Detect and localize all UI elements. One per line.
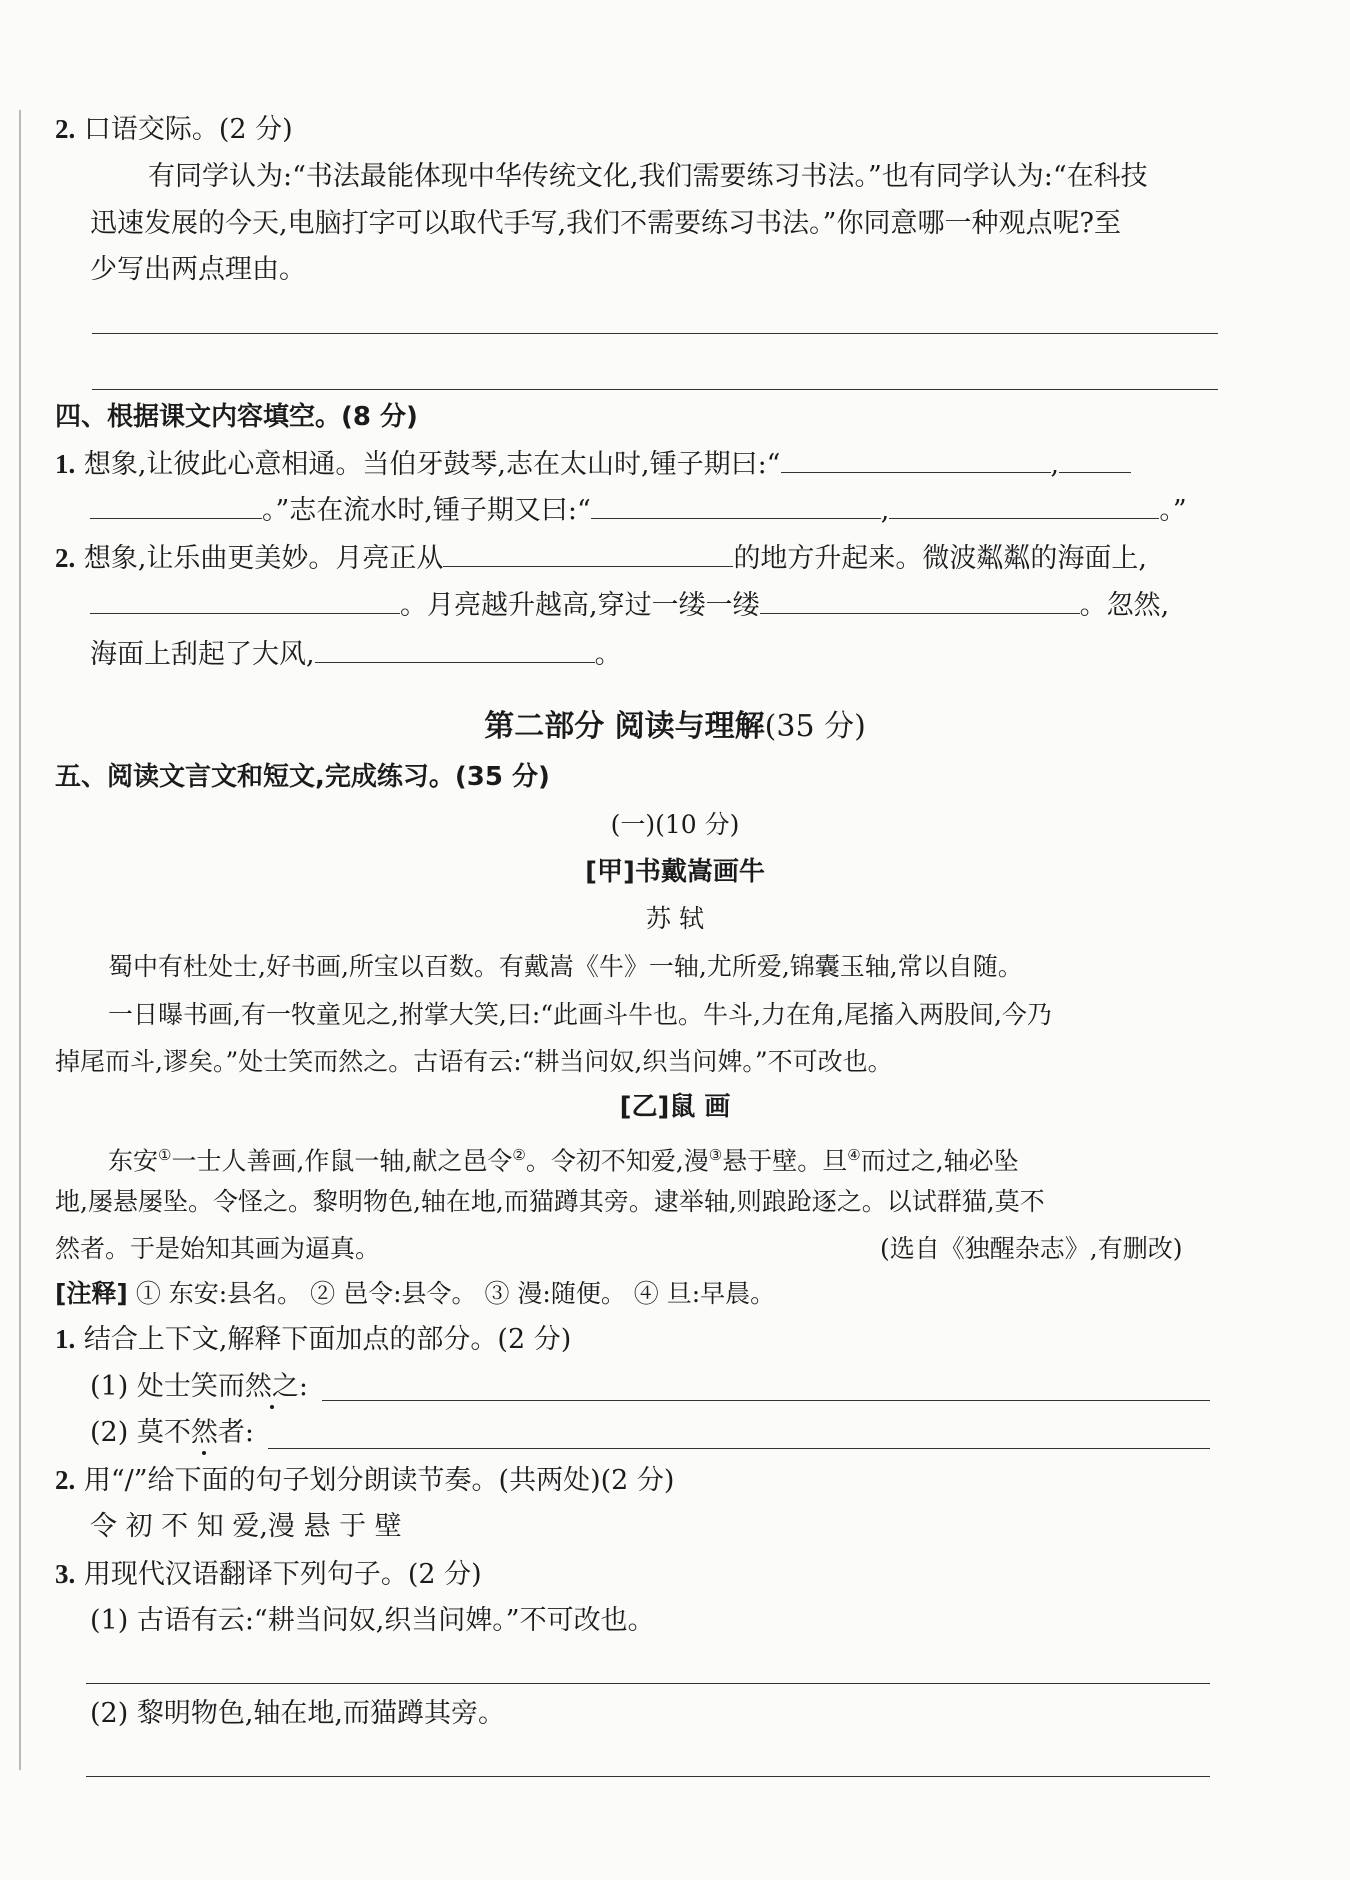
passage-yi-line-2: 地,屡悬屡坠。令怪之。黎明物色,轴在地,而猫蹲其旁。逮举轴,则踉跄逐之。以试群猫,莫不 [55,1187,1045,1216]
part-2-score: (35 分) [764,709,866,744]
fill-blank[interactable] [760,587,1080,614]
s4-q2-text-a: 想象,让乐曲更美妙。月亮正从 [83,543,444,574]
fill-blank[interactable] [443,540,733,567]
q2-oral-para-line-3: 少写出两点理由。 [90,254,306,285]
note-mark-1: ① [158,1146,172,1164]
s4-q1-line-2 [90,492,1187,528]
fill-blank[interactable] [315,636,595,663]
s4-q2-text-d: 。忽然, [1079,590,1170,621]
fill-blank[interactable] [591,492,881,519]
passage-yi-title: [乙]鼠 画 [619,1092,731,1122]
s5-q1-item-1-pre: (1) 处士笑而 [90,1371,245,1402]
passage-yi-line-3: 然者。于是始知其画为逼真。 [55,1234,381,1263]
passage-yi-line-1 [108,1138,1019,1178]
s5-q1-item-1-post: : [298,1371,308,1402]
s5-q1-heading [55,1322,571,1357]
s5-q1-item-2-post: 者: [217,1417,254,1448]
part-2-title: 第二部分 阅读与理解 [484,709,765,744]
s5-q1-title: 结合上下文,解释下面加点的部分。(2 分) [83,1324,572,1355]
part-2-heading [0,710,1350,744]
s5-q2-sentence: 令 初 不 知 爱,漫 悬 于 壁 [90,1511,402,1542]
passage-jia-line-3: 掉尾而斗,谬矣。”处士笑而然之。古语有云:“耕当问奴,织当问婢。”不可改也。 [55,1047,893,1076]
dotted-phrase: 然 [190,1417,218,1448]
answer-line[interactable] [92,389,1218,390]
s5-q3-title: 用现代汉语翻译下列句子。(2 分) [83,1559,482,1590]
q2-oral-heading [55,112,293,147]
s5-q3-number: 3. [55,1559,76,1589]
answer-line[interactable] [92,333,1218,334]
section-5-title: 五、阅读文言文和短文,完成练习。(35 分) [55,762,550,792]
s4-q2-text-c: 。月亮越升越高,穿过一缕一缕 [400,590,760,621]
answer-line[interactable] [268,1448,1210,1449]
fill-blank[interactable] [889,492,1159,519]
notes-line [55,1277,775,1311]
s5-q3-heading [55,1557,482,1592]
s4-q2-text-b: 的地方升起来。微波粼粼的海面上, [733,543,1148,574]
q2-oral-number: 2. [55,114,76,144]
yi-text-e: 而过之,轴必坠 [860,1146,1019,1176]
s5-q2-number: 2. [55,1465,76,1495]
passage-jia-title: [甲]书戴嵩画牛 [585,857,765,887]
binding-edge-line [19,110,21,1770]
note-mark-2: ② [512,1146,526,1164]
fill-blank[interactable] [781,446,1051,473]
q2-oral-para-line-1: 有同学认为:“书法最能体现中华传统文化,我们需要练习书法。”也有同学认为:“在科技 [148,161,1148,192]
s5-q2-heading [55,1463,674,1498]
s4-q2-text-e: 海面上刮起了大风, [90,639,315,670]
s5-q1-item-2 [90,1416,254,1450]
s5-q1-item-2-pre: (2) 莫不 [90,1417,191,1448]
yi-text-a: 东安 [108,1146,159,1176]
s4-q1-line-1 [55,446,1131,482]
answer-line[interactable] [86,1776,1210,1777]
s4-q2-line-2 [90,587,1169,623]
passage-jia-author: 苏 轼 [646,904,704,933]
s4-q2-text-f: 。 [594,639,622,670]
passage-jia-line-2: 一日曝书画,有一牧童见之,拊掌大笑,曰:“此画斗牛也。牛斗,力在角,尾搐入两股间,今乃 [108,1000,1052,1029]
s4-q2-number: 2. [55,543,76,573]
s4-q1-text-c: 。”志在流水时,锺子期又曰:“ [262,495,591,526]
answer-line[interactable] [322,1400,1210,1401]
notes-label: [注释] [55,1279,128,1308]
answer-line[interactable] [86,1683,1210,1684]
notes-text: ① 东安:县名。 ② 邑令:县令。 ③ 漫:随便。 ④ 旦:早晨。 [135,1279,776,1308]
passage-jia-line-1: 蜀中有杜处士,好书画,所宝以百数。有戴嵩《牛》一轴,尤所爱,锦囊玉轴,常以自随。 [108,952,1023,981]
s5-q3-item-2: (2) 黎明物色,轴在地,而猫蹲其旁。 [90,1698,505,1729]
note-mark-4: ④ [847,1146,861,1164]
subsection-1-label: (一)(10 分) [610,810,740,839]
q2-oral-title: 口语交际。(2 分) [83,114,293,145]
s4-q1-text-d: , [880,495,890,526]
s5-q1-item-1 [90,1370,308,1404]
s4-q2-line-1 [55,540,1147,576]
fill-blank[interactable] [1059,446,1131,473]
yi-text-d: 悬于壁。旦 [722,1146,848,1176]
note-mark-3: ③ [708,1146,723,1164]
s4-q1-text-b: , [1050,449,1060,480]
passage-yi-source: (选自《独醒杂志》,有删改) [880,1234,1183,1263]
section-4-title: 四、根据课文内容填空。(8 分) [55,402,418,432]
fill-blank[interactable] [90,587,400,614]
q2-oral-para-line-2: 迅速发展的今天,电脑打字可以取代手写,我们不需要练习书法。”你同意哪一种观点呢?至 [90,208,1121,239]
s4-q1-text-a: 想象,让彼此心意相通。当伯牙鼓琴,志在太山时,锺子期曰:“ [83,449,781,480]
s4-q1-number: 1. [55,449,76,479]
fill-blank[interactable] [90,492,262,519]
s5-q3-item-1: (1) 古语有云:“耕当问奴,织当问婢。”不可改也。 [90,1605,655,1636]
s4-q2-line-3 [90,636,622,672]
s5-q2-title: 用“/”给下面的句子划分朗读节奏。(共两处)(2 分) [83,1465,675,1496]
yi-text-b: 一士人善画,作鼠一轴,献之邑令 [171,1146,513,1176]
yi-text-c: 。令初不知爱,漫 [525,1146,709,1176]
s4-q1-text-e: 。” [1159,495,1187,526]
s5-q1-number: 1. [55,1324,76,1354]
dotted-phrase: 然之 [244,1371,299,1402]
